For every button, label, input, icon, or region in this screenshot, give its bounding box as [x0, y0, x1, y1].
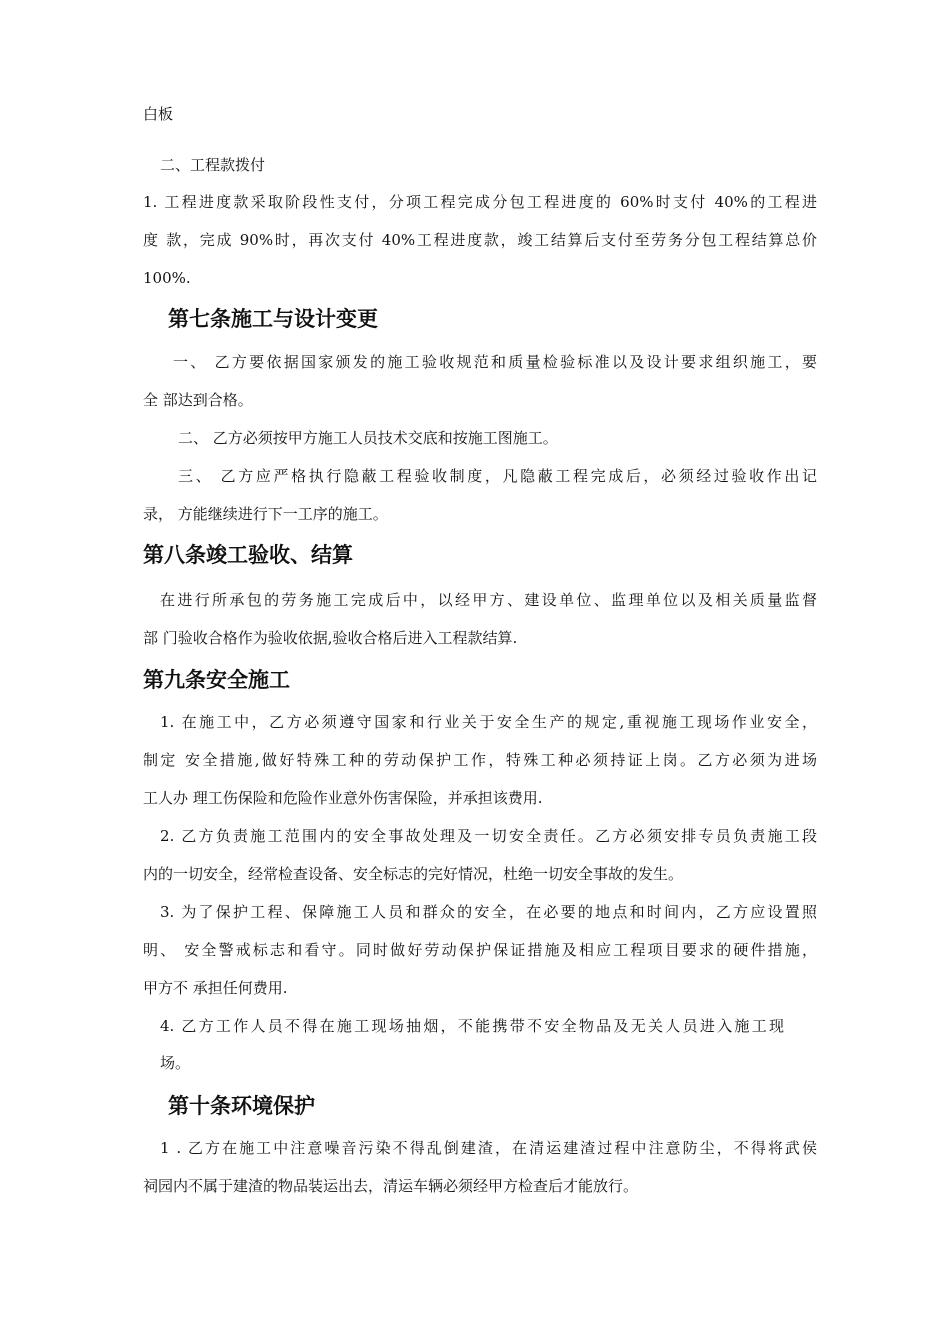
article-7-para-3-line-1: 三、 乙方应严格执行隐蔽工程验收制度，凡隐蔽工程完成后，必须经过验收作出记 [178, 467, 817, 485]
article-9-item-2-line-2: 内的一切安全，经常检查设备、安全标志的完好情况，杜绝一切安全事故的发生。 [143, 865, 684, 883]
article-7-para-1-line-1: 一、 乙方要依据国家颁发的施工验收规范和质量检验标准以及设计要求组织施工，要 [173, 353, 817, 371]
article-7-title: 第七条施工与设计变更 [168, 306, 378, 331]
article-7-para-2: 二、 乙方必须按甲方施工人员技术交底和按施工图施工。 [178, 429, 558, 447]
article-8-title: 第八条竣工验收、结算 [143, 542, 353, 567]
payment-item-1-line-2: 度 款，完成 90%时，再次支付 40%工程进度款，竣工结算后支付至劳务分包工程结算总价 [143, 231, 817, 249]
article-7-para-1-line-2: 全 部达到合格。 [143, 391, 253, 409]
payment-heading: 二、工程款拨付 [160, 156, 266, 174]
payment-item-1-line-1: 1. 工程进度款采取阶段性支付，分项工程完成分包工程进度的 60%时支付 40%的工程进 [143, 193, 817, 211]
article-8-para-1-line-2: 部 门验收合格作为验收依据,验收合格后进入工程款结算. [143, 629, 518, 647]
intro-text: 白板 [143, 105, 174, 123]
article-9-item-3-line-1: 3. 为了保护工程、保障施工人员和群众的安全，在必要的地点和时间内，乙方应设置照 [160, 903, 817, 921]
article-7-para-3-line-2: 录， 方能继续进行下一工序的施工。 [143, 505, 388, 523]
article-9-item-4-line-2: 场。 [160, 1054, 191, 1072]
article-9-item-1-line-2: 制定 安全措施,做好特殊工种的劳动保护工作，特殊工种必须持证上岗。乙方必须为进场 [143, 751, 817, 769]
article-9-title: 第九条安全施工 [143, 667, 290, 692]
article-9-item-1-line-1: 1. 在施工中，乙方必须遵守国家和行业关于安全生产的规定,重视施工现场作业安全， [160, 713, 817, 731]
article-9-item-4-line-1: 4. 乙方工作人员不得在施工现场抽烟，不能携带不安全物品及无关人员进入施工现 [160, 1017, 784, 1035]
payment-item-1-line-3: 100%. [143, 269, 191, 287]
article-9-item-1-line-3: 工人办 理工伤保险和危险作业意外伤害保险，并承担该费用. [143, 789, 543, 807]
article-10-title: 第十条环境保护 [168, 1093, 315, 1118]
article-9-item-3-line-2: 明、 安全警戒标志和看守。同时做好劳动保护保证措施及相应工程项目要求的硬件措施， [143, 941, 817, 959]
article-10-item-1-line-1: 1 . 乙方在施工中注意噪音污染不得乱倒建渣，在清运建渣过程中注意防尘，不得将武侯 [160, 1139, 817, 1157]
article-9-item-2-line-1: 2. 乙方负责施工范围内的安全事故处理及一切安全责任。乙方必须安排专员负责施工段 [160, 827, 817, 845]
article-9-item-3-line-3: 甲方不 承担任何费用. [143, 979, 288, 997]
article-8-para-1-line-1: 在进行所承包的劳务施工完成后中，以经甲方、建设单位、监理单位以及相关质量监督 [160, 591, 817, 609]
article-10-item-1-line-2: 祠园内不属于建渣的物品装运出去，清运车辆必须经甲方检查后才能放行。 [143, 1177, 639, 1195]
